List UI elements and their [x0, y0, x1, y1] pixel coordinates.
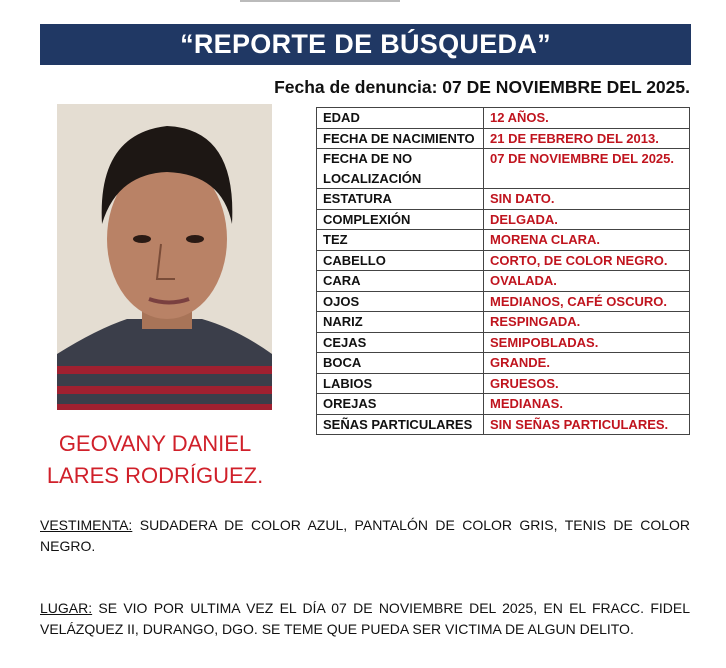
details-row [317, 332, 690, 353]
detail-value: DELGADA. [484, 209, 690, 230]
detail-label: TEZ [317, 230, 484, 251]
location-description [40, 598, 690, 640]
detail-label: CABELLO [317, 250, 484, 271]
name-line-1: GEOVANY DANIEL [58, 431, 252, 456]
detail-value: MORENA CLARA. [484, 230, 690, 251]
location-label: LUGAR: [40, 600, 93, 616]
detail-label: CEJAS [317, 332, 484, 353]
details-row [317, 271, 690, 292]
details-row [317, 209, 690, 230]
detail-label: CARA [317, 271, 484, 292]
detail-value: SEMIPOBLADAS. [484, 332, 690, 353]
details-row [317, 291, 690, 312]
detail-value: 07 DE NOVIEMBRE DEL 2025. [484, 149, 690, 189]
missing-person-name [20, 428, 290, 492]
clothing-text: SUDADERA DE COLOR AZUL, PANTALÓN DE COLOR GRIS, TENIS DE COLOR NEGRO. [40, 517, 690, 554]
detail-label: NARIZ [317, 312, 484, 333]
name-line-2: LARES RODRÍGUEZ. [46, 463, 264, 488]
detail-value: MEDIANAS. [484, 394, 690, 415]
details-row [317, 250, 690, 271]
clothing-label: VESTIMENTA: [40, 517, 133, 533]
detail-value: SIN DATO. [484, 189, 690, 210]
detail-value: RESPINGADA. [484, 312, 690, 333]
detail-label: BOCA [317, 353, 484, 374]
detail-value: OVALADA. [484, 271, 690, 292]
detail-label: FECHA DE NO LOCALIZACIÓN [317, 149, 484, 189]
header-logo-remnant [240, 0, 490, 4]
detail-label: SEÑAS PARTICULARES [317, 414, 484, 435]
details-row [317, 189, 690, 210]
report-date: Fecha de denuncia: 07 DE NOVIEMBRE DEL 2025. [274, 77, 690, 97]
detail-label: COMPLEXIÓN [317, 209, 484, 230]
report-title-banner: “REPORTE DE BÚSQUEDA” [40, 24, 691, 65]
details-row [317, 312, 690, 333]
details-row [317, 353, 690, 374]
detail-label: LABIOS [317, 373, 484, 394]
details-row [317, 230, 690, 251]
details-row [317, 149, 690, 189]
details-table [316, 107, 690, 435]
detail-label: OJOS [317, 291, 484, 312]
detail-label: OREJAS [317, 394, 484, 415]
detail-value: MEDIANOS, CAFÉ OSCURO. [484, 291, 690, 312]
detail-label: FECHA DE NACIMIENTO [317, 128, 484, 149]
details-row [317, 394, 690, 415]
detail-value: 12 AÑOS. [484, 108, 690, 129]
clothing-description [40, 515, 690, 557]
details-row [317, 128, 690, 149]
detail-label: EDAD [317, 108, 484, 129]
detail-value: GRUESOS. [484, 373, 690, 394]
detail-value: 21 DE FEBRERO DEL 2013. [484, 128, 690, 149]
detail-value: CORTO, DE COLOR NEGRO. [484, 250, 690, 271]
detail-label: ESTATURA [317, 189, 484, 210]
location-text: SE VIO POR ULTIMA VEZ EL DÍA 07 DE NOVIEMBRE DEL 2025, EN EL FRACC. FIDEL VELÁZQUEZ II, DURANGO, DGO. SE TEME QUE PUEDA SER VICTIMA DE ALGUN DELITO. [40, 600, 690, 637]
details-row [317, 373, 690, 394]
detail-value: SIN SEÑAS PARTICULARES. [484, 414, 690, 435]
detail-value: GRANDE. [484, 353, 690, 374]
missing-person-photo [57, 104, 272, 410]
details-row [317, 108, 690, 129]
details-row [317, 414, 690, 435]
